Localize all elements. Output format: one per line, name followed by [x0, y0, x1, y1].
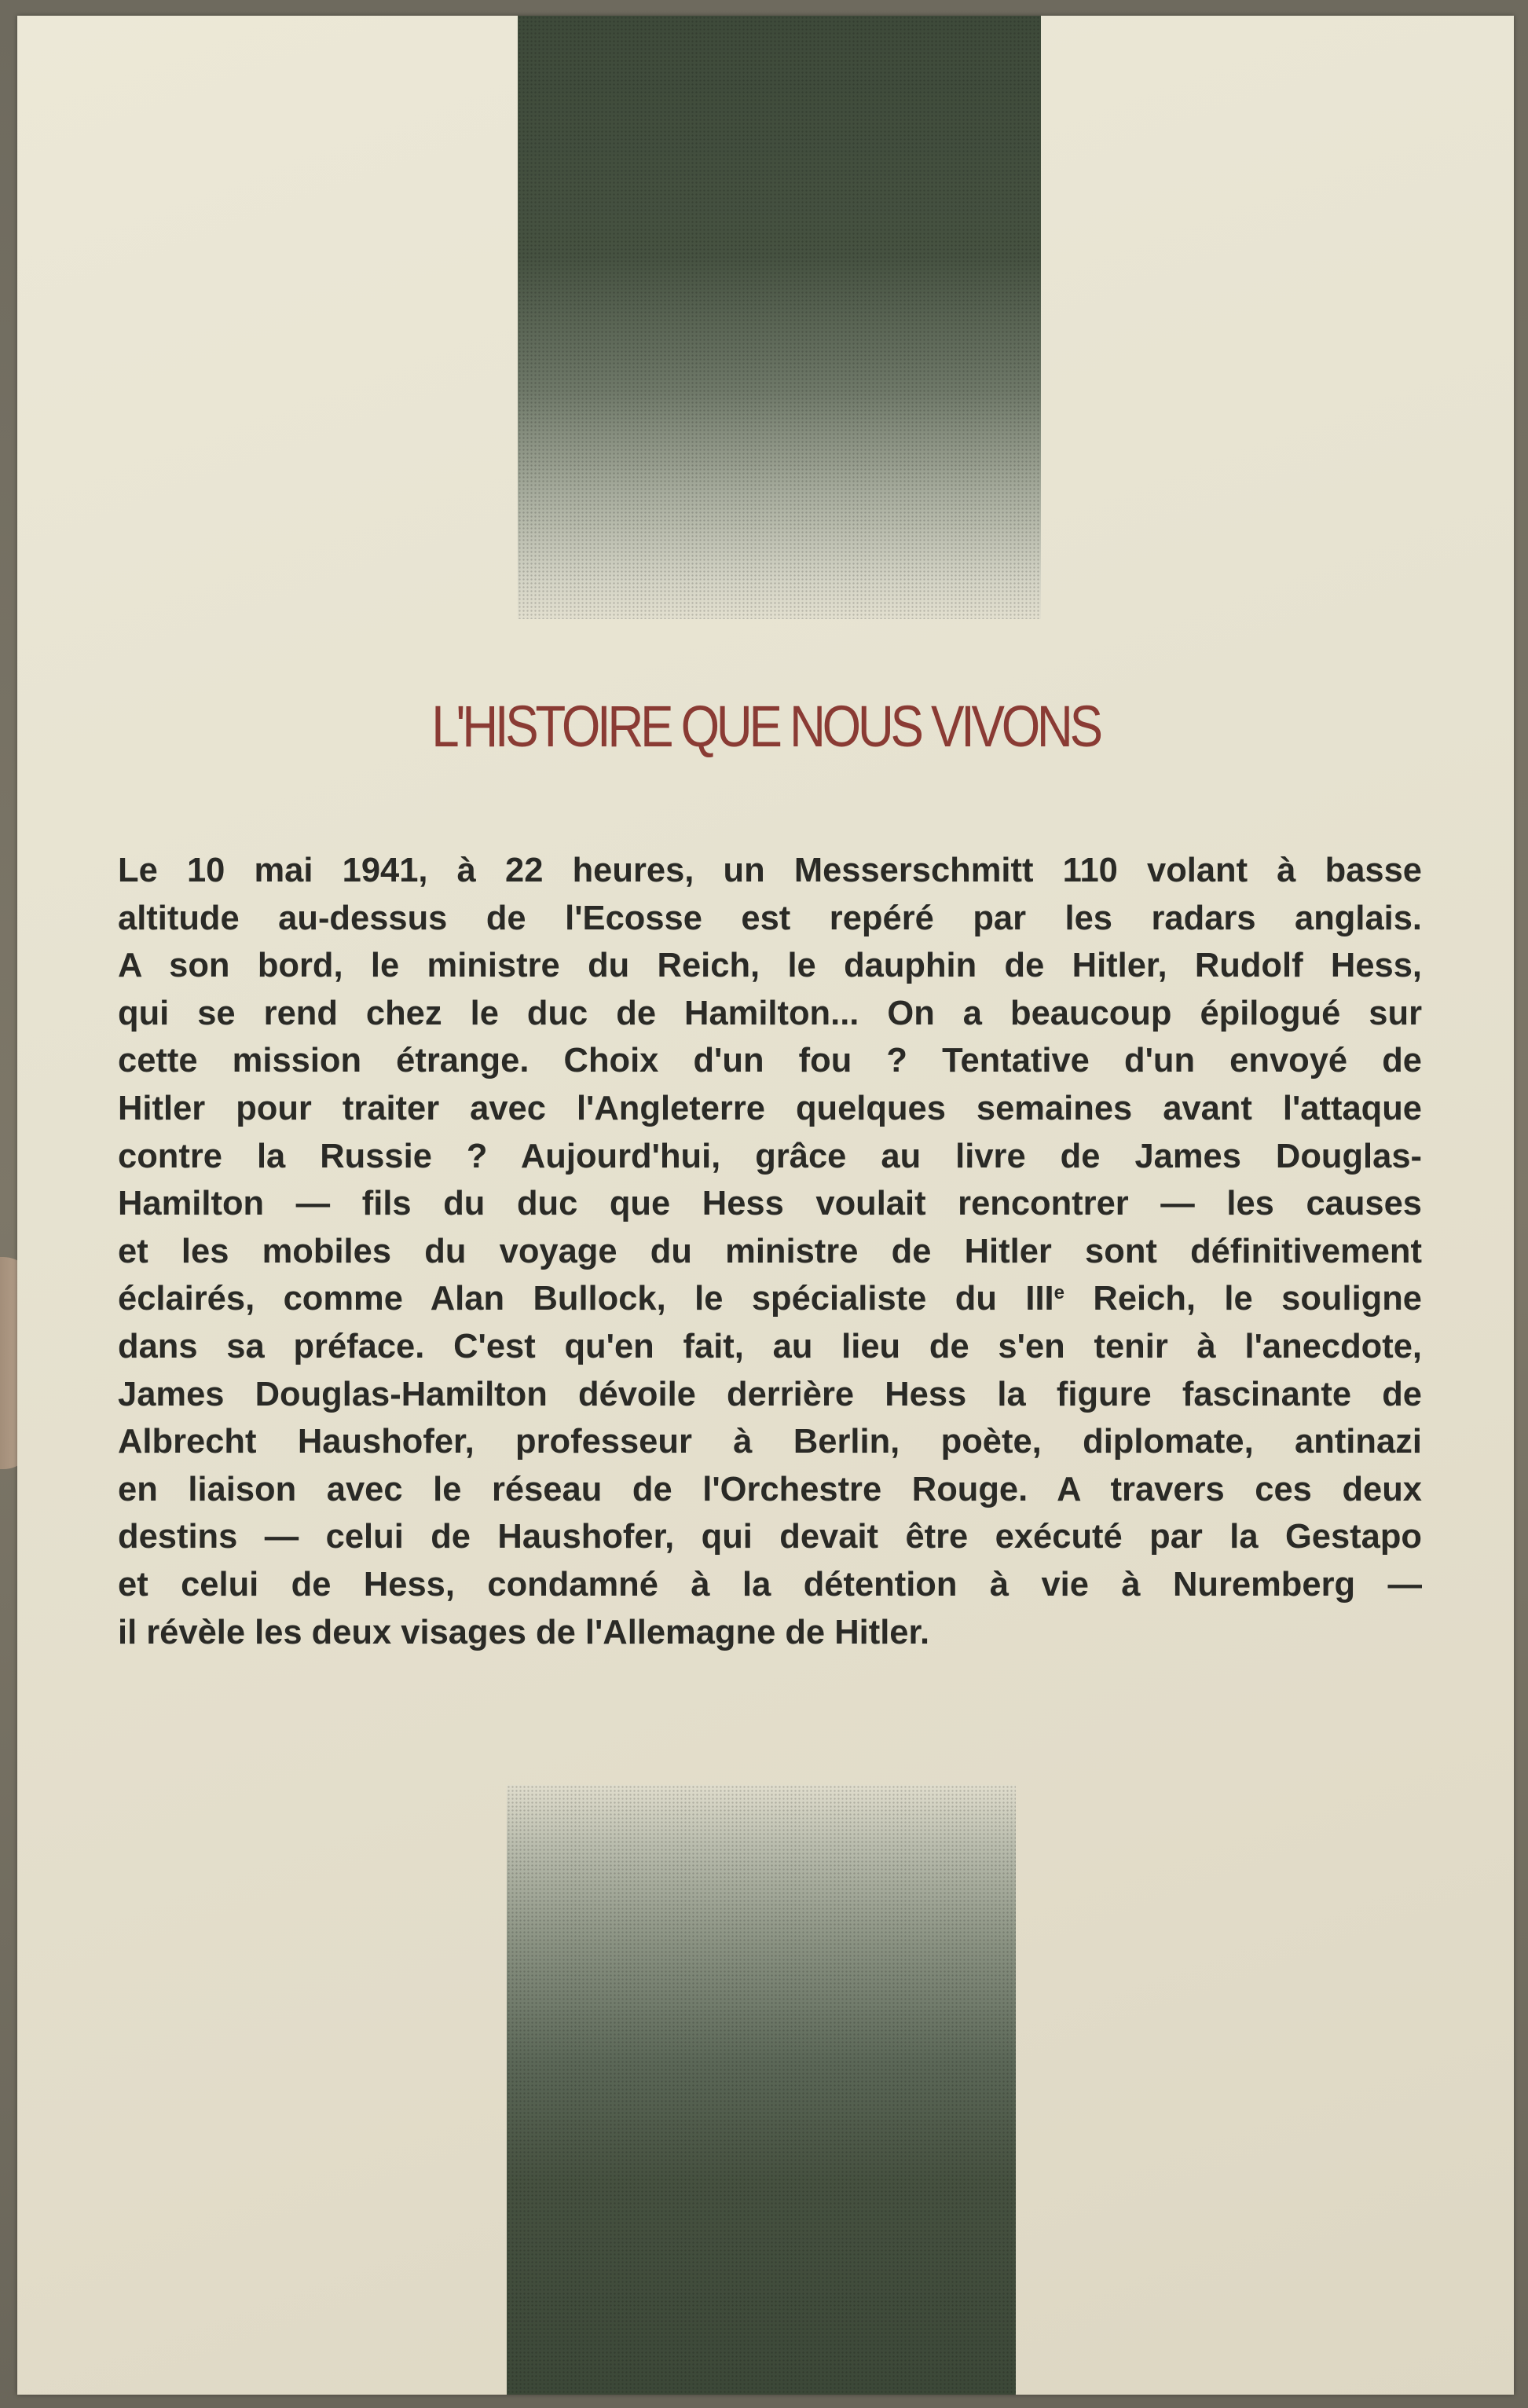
blurb-line: Le 10 mai 1941, à 22 heures, un Messerschmitt 110 volant à basse [118, 852, 1422, 889]
blurb-line-part: éclairés, comme Alan Bullock, le spécialiste du III [118, 1280, 1054, 1318]
superscript-e: e [1053, 1282, 1064, 1304]
blurb-line: dans sa préface. C'est qu'en fait, au lieu de s'en tenir à l'anecdote, [118, 1327, 1422, 1365]
blurb-line-part: Reich, le souligne [1064, 1280, 1423, 1318]
blurb-line: Albrecht Haushofer, professeur à Berlin, poète, diplomate, antinazi [118, 1423, 1422, 1461]
top-gradient-band [518, 16, 1041, 619]
blurb-line: et les mobiles du voyage du ministre de Hitler sont définitivement [118, 1232, 1422, 1270]
blurb-line: Hamilton — fils du duc que Hess voulait rencontrer — les causes [118, 1185, 1422, 1223]
blurb-line: en liaison avec le réseau de l'Orchestre Rouge. A travers ces deux [118, 1470, 1422, 1508]
bottom-gradient-band [507, 1785, 1016, 2395]
series-title: L'HISTOIRE QUE NOUS VIVONS [431, 694, 1100, 759]
blurb-line: cette mission étrange. Choix d'un fou ? Tentative d'un envoyé de [118, 1042, 1422, 1080]
blurb-text [118, 847, 1422, 1656]
blurb-line: et celui de Hess, condamné à la détention à vie à Nuremberg — [118, 1565, 1422, 1604]
blurb-line: A son bord, le ministre du Reich, le dauphin de Hitler, Rudolf Hess, [118, 947, 1422, 985]
blurb-line: contre la Russie ? Aujourd'hui, grâce au livre de James Douglas- [118, 1137, 1422, 1175]
blurb-line [118, 1275, 1422, 1323]
blurb-line: James Douglas-Hamilton dévoile derrière Hess la figure fascinante de [118, 1375, 1422, 1413]
blurb-line: altitude au-dessus de l'Ecosse est repéré par les radars anglais. [118, 899, 1422, 937]
blurb-line: destins — celui de Haushofer, qui devait être exécuté par la Gestapo [118, 1518, 1422, 1556]
blurb-line: Hitler pour traiter avec l'Angleterre quelques semaines avant l'attaque [118, 1089, 1422, 1127]
blurb-line: qui se rend chez le duc de Hamilton... On a beaucoup épilogué sur [118, 994, 1422, 1032]
blurb-line: il révèle les deux visages de l'Allemagne de Hitler. [118, 1613, 930, 1651]
book-back-cover [17, 16, 1514, 2395]
